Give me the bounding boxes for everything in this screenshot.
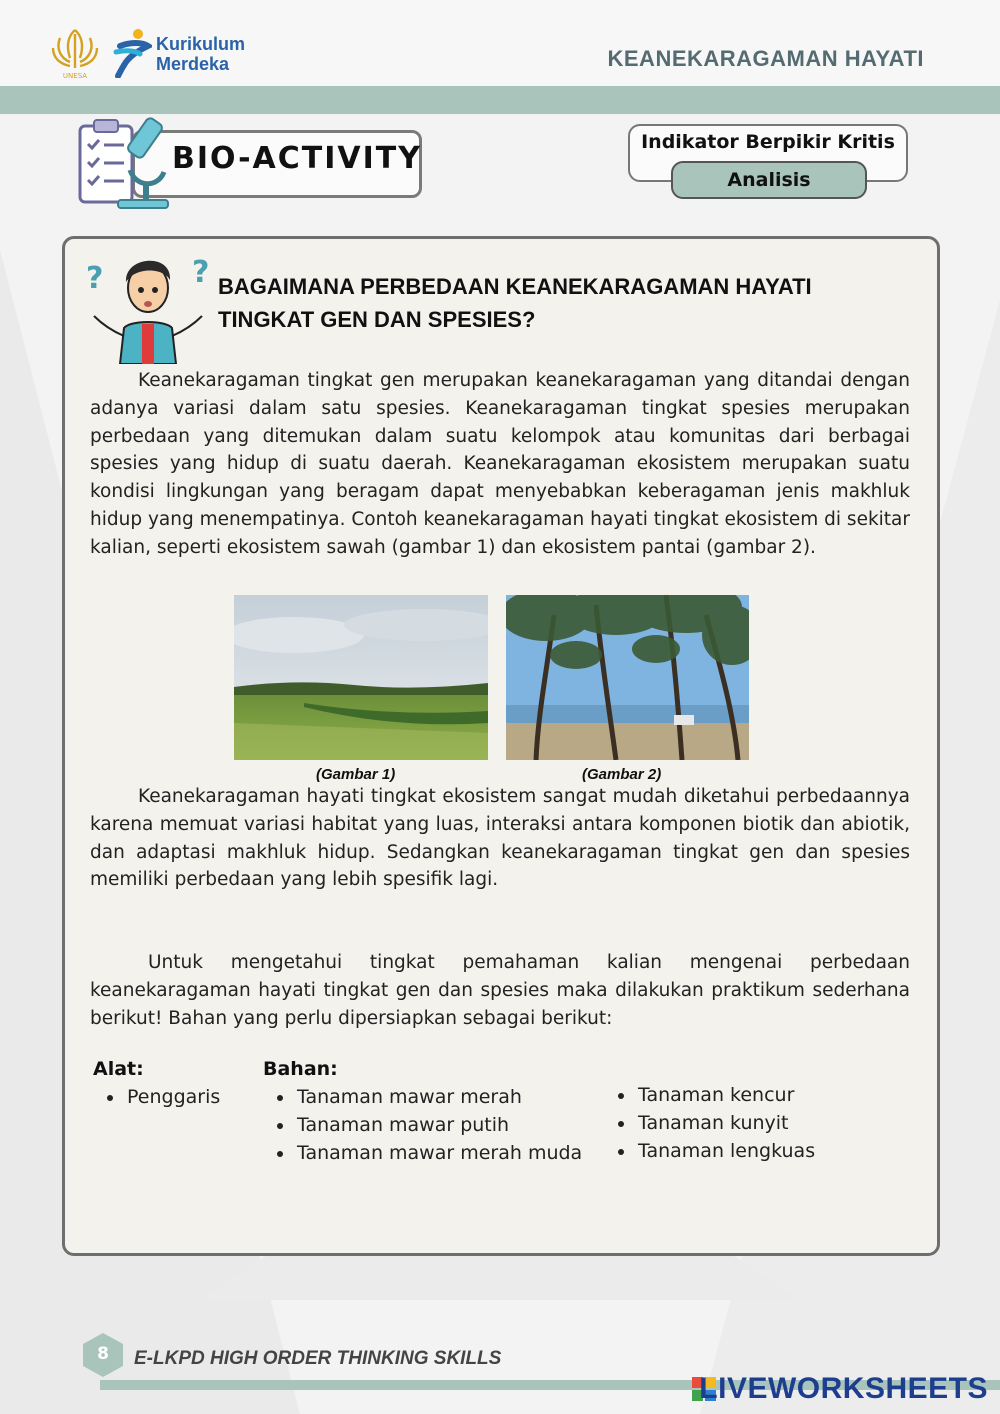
question-line2: TINGKAT GEN DAN SPESIES? xyxy=(218,307,536,332)
paragraph-3-text: Untuk mengetahui tingkat pemahaman kalian mengenai perbedaan keanekaragaman hayati tingkat gen dan spesies maka dilakukan praktikum sederhana berikut! Bahan yang perlu dipersiapkan sebagai berikut: xyxy=(90,952,910,1029)
list-item: Tanaman mawar merah muda xyxy=(263,1139,582,1167)
indicator-title: Indikator Berpikir Kritis xyxy=(641,131,895,153)
list-item: Penggaris xyxy=(93,1083,220,1111)
kurikulum-merdeka-text xyxy=(156,34,245,74)
caption-gambar-2: (Gambar 2) xyxy=(582,766,662,783)
svg-text:?: ? xyxy=(86,261,104,296)
paragraph-2 xyxy=(90,783,910,894)
bahan-list-2 xyxy=(604,1081,815,1165)
svg-text:?: ? xyxy=(192,255,210,290)
microscope-clipboard-icon xyxy=(72,112,176,216)
kurikulum-merdeka-logo xyxy=(112,28,152,78)
unesa-label: UNESA xyxy=(62,72,88,80)
list-item: Tanaman kunyit xyxy=(604,1109,815,1137)
thinking-student-illustration xyxy=(80,244,216,364)
unesa-logo xyxy=(48,24,102,80)
header-band xyxy=(0,86,1000,114)
paragraph-1-text: Keanekaragaman tingkat gen merupakan keanekaragaman yang ditandai dengan adanya variasi dalam satu spesies. Keanekaragaman tingkat spesies merupakan perbedaan yang ditemukan dalam suatu kelompok atau komunitas dari berbagai spesies yang hidup di suatu daerah. Keanekaragaman ekosistem merupakan suatu kondisi lingkungan yang beragam dapat menyebabkan keberagaman jenis makhluk hidup yang menempatinya. Contoh keanekaragaman hayati tingkat ekosistem di sekitar kalian, seperti ekosistem sawah (gambar 1) dan ekosistem pantai (gambar 2). xyxy=(90,370,910,558)
bahan-list-1 xyxy=(263,1083,582,1167)
list-item: Tanaman lengkuas xyxy=(604,1137,815,1165)
bio-activity-title: BIO-ACTIVITY xyxy=(172,141,422,176)
footer-text: E-LKPD HIGH ORDER THINKING SKILLS xyxy=(134,1348,502,1369)
list-item: Tanaman kencur xyxy=(604,1081,815,1109)
paragraph-2-text: Keanekaragaman hayati tingkat ekosistem sangat mudah diketahui perbedaannya karena memuat variasi habitat yang luas, interaksi antara komponen biotik dan abiotik, dan adaptasi makhluk hidup. Sedangkan keanekaragaman tingkat gen dan spesies memiliki perbedaan yang lebih spesifik lagi. xyxy=(90,786,910,891)
paragraph-3 xyxy=(90,949,910,1032)
logo-line1: Kurikulum xyxy=(156,34,246,54)
caption-gambar-1: (Gambar 1) xyxy=(316,766,396,783)
bahan-heading: Bahan: xyxy=(263,1058,338,1080)
main-question xyxy=(218,270,898,336)
list-item: Tanaman mawar merah xyxy=(263,1083,582,1111)
beach-pine-photo xyxy=(506,595,749,760)
rice-field-photo xyxy=(234,595,488,760)
page-number-badge xyxy=(82,1332,124,1378)
paragraph-1 xyxy=(90,367,910,562)
indicator-value: Analisis xyxy=(671,161,867,199)
alat-heading: Alat: xyxy=(93,1058,144,1080)
header-title: KEANEKARAGAMAN HAYATI xyxy=(607,46,924,71)
liveworksheets-watermark[interactable]: LIVEWORKSHEETS xyxy=(699,1372,988,1405)
page-number: 8 xyxy=(97,1344,109,1364)
question-line1: BAGAIMANA PERBEDAAN KEANEKARAGAMAN HAYATI xyxy=(218,274,812,299)
list-item: Tanaman mawar putih xyxy=(263,1111,582,1139)
logo-line2: Merdeka xyxy=(156,54,230,74)
alat-list xyxy=(93,1083,220,1111)
